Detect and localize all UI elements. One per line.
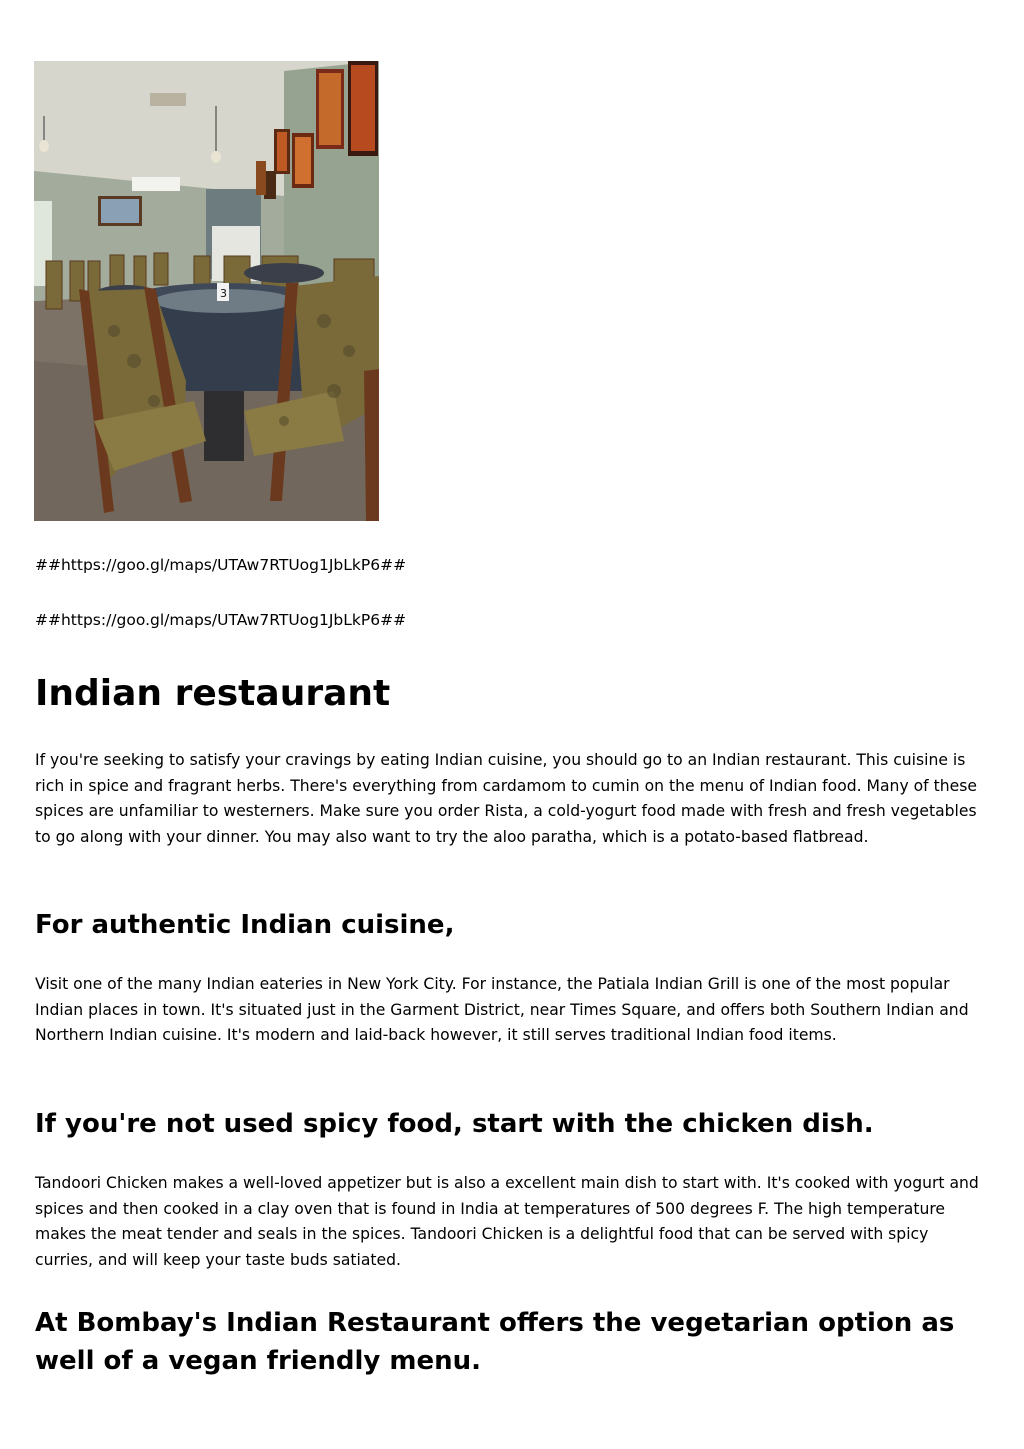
restaurant-photo-illustration [34,61,379,521]
section-paragraph-authentic-cuisine: Visit one of the many Indian eateries in New York City. For instance, the Patiala Indian Grill is one of the most popular Indian places in town. It's situated just in the Garment District, near Times Square, and offers both Southern Indian and Northern Indian cuisine. It's modern and laid-back however, it still serves traditional Indian food items. [35,975,969,1045]
section-heading-vegetarian-option: At Bombay's Indian Restaurant offers the vegetarian option as well of a vegan friendly menu. [35,1308,955,1376]
intro-paragraph: If you're seeking to satisfy your cravings by eating Indian cuisine, you should go to an Indian restaurant. This cuisine is rich in spice and fragrant herbs. There's everything from cardamom to cumin on the menu of Indian food. Many of these spices are unfamiliar to westerners. Make sure you order Rista, a cold-yogurt food made with fresh and fresh vegetables to go along with your dinner. You may also want to try the aloo paratha, which is a potato-based flatbread. [35,751,977,847]
restaurant-interior-photo [34,61,379,521]
section-paragraph-chicken-dish: Tandoori Chicken makes a well-loved appetizer but is also a excellent main dish to start with. It's cooked with yogurt and spices and then cooked in a clay oven that is found in India at temperatures of 500 degrees F. The high temperature makes the meat tender and seals in the spices. Tandoori Chicken is a delightful food that can be served with spicy curries, and will keep your taste buds satiated. [35,1174,979,1270]
section-heading-authentic-cuisine: For authentic Indian cuisine, [35,910,455,940]
map-link-text: ##https://goo.gl/maps/UTAw7RTUog1JbLkP6## [35,556,407,574]
section-heading-chicken-dish: If you're not used spicy food, start with the chicken dish. [35,1109,874,1139]
table-number-card: 3 [220,287,227,300]
map-link-text: ##https://goo.gl/maps/UTAw7RTUog1JbLkP6## [35,611,407,629]
page-title: Indian restaurant [35,673,391,714]
